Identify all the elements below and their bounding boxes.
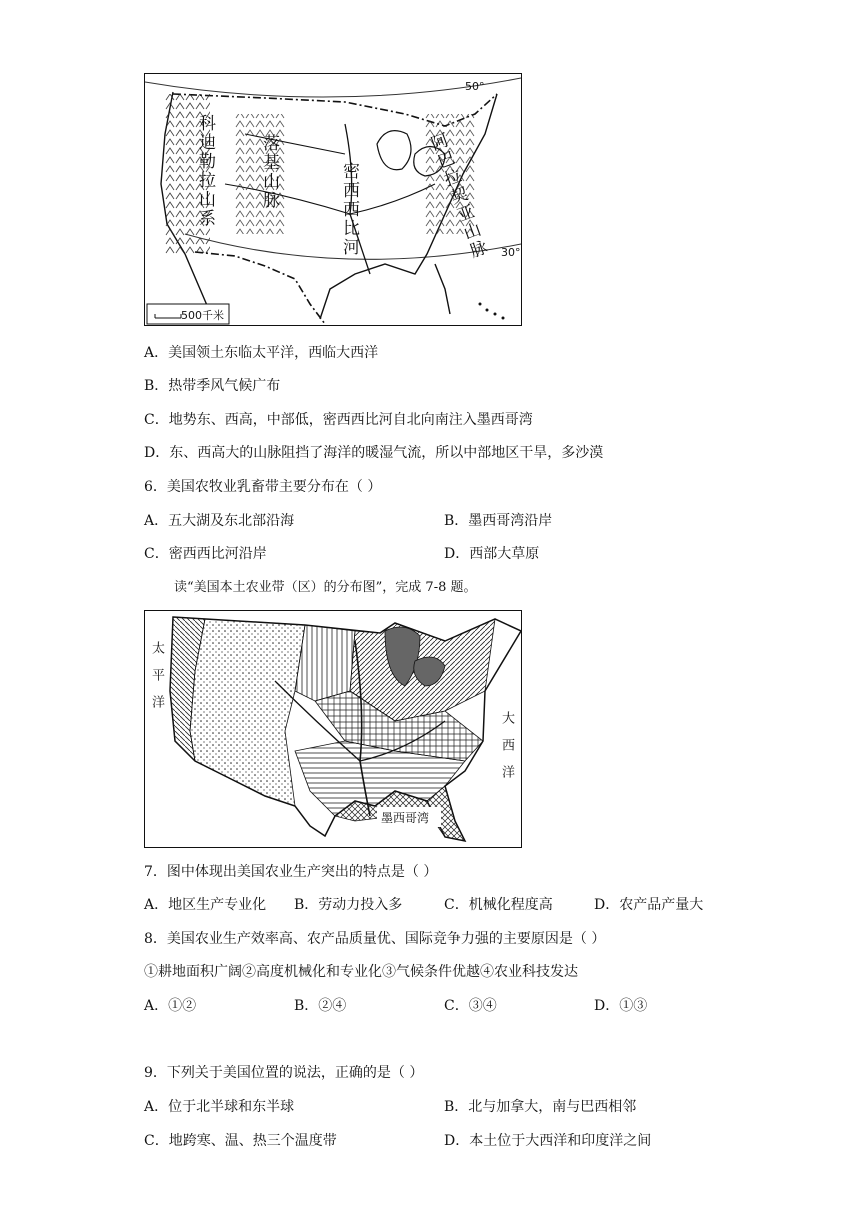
option-text: 本土位于大西洋和印度洋之间	[469, 1133, 652, 1149]
option-text: 五大湖及东北部沿海	[168, 513, 295, 529]
pacific-label: 太平洋	[149, 641, 164, 722]
q7-stem: 7．图中体现出美国农业生产突出的特点是（ ）	[144, 864, 438, 880]
option-letter: C．	[444, 897, 469, 913]
option-text: 北与加拿大，南与巴西相邻	[468, 1099, 637, 1115]
q6-option-c	[144, 544, 267, 564]
q5-option-c	[144, 410, 533, 430]
option-letter: C．	[144, 546, 169, 562]
q8-option-d	[594, 996, 647, 1016]
option-letter: B．	[444, 1099, 469, 1115]
q7-option-b	[294, 895, 402, 915]
option-letter: A．	[144, 345, 169, 361]
q5-option-d	[144, 443, 603, 463]
lat-30-label: 30°	[501, 246, 521, 259]
q5-option-b	[144, 376, 280, 396]
lat-50-label: 50°	[465, 80, 485, 93]
option-letter: D．	[444, 1133, 470, 1149]
q9-option-b	[444, 1097, 636, 1117]
q8-option-b	[294, 996, 346, 1016]
option-text: ①③	[619, 998, 648, 1014]
option-letter: B．	[294, 897, 319, 913]
q9-option-d	[444, 1131, 651, 1151]
option-text: 西部大草原	[469, 546, 540, 562]
q6-option-b	[444, 511, 552, 531]
usa-terrain-map	[144, 73, 522, 326]
option-text: 美国领土东临太平洋，西临大西洋	[168, 345, 379, 361]
option-letter: D．	[594, 998, 620, 1014]
q9-stem: 9．下列关于美国位置的说法，正确的是（ ）	[144, 1065, 424, 1081]
option-letter: A．	[144, 998, 169, 1014]
option-text: 东、西高大的山脉阻挡了海洋的暖湿气流，所以中部地区干旱，多沙漠	[169, 445, 604, 461]
option-letter: C．	[444, 998, 469, 1014]
q8-statements: ①耕地面积广阔②高度机械化和专业化③气候条件优越④农业科技发达	[144, 964, 578, 980]
cordillera-label: 科迪勒拉山系	[195, 114, 215, 228]
option-text: 墨西哥湾沿岸	[468, 513, 553, 529]
q6-option-a	[144, 511, 294, 531]
option-text: ①②	[168, 998, 197, 1014]
q9-option-a	[144, 1097, 294, 1117]
option-text: 地势东、西高，中部低，密西西比河自北向南注入墨西哥湾	[168, 412, 533, 428]
q7-option-c	[444, 895, 553, 915]
mississippi-river-label: 密西西比河	[339, 162, 359, 257]
option-letter: A．	[144, 1099, 169, 1115]
option-text: ③④	[468, 998, 497, 1014]
q8-stem: 8．美国农业生产效率高、农产品质量优、国际竞争力强的主要原因是（ ）	[144, 931, 606, 947]
q6-option-d	[444, 544, 539, 564]
option-letter: D．	[144, 445, 170, 461]
option-text: ②④	[318, 998, 347, 1014]
option-letter: C．	[144, 1133, 169, 1149]
option-letter: B．	[144, 378, 169, 394]
q8-option-a	[144, 996, 196, 1016]
q5-option-a	[144, 343, 378, 363]
option-letter: B．	[294, 998, 319, 1014]
option-letter: A．	[144, 513, 169, 529]
option-text: 机械化程度高	[468, 897, 553, 913]
q9-option-c	[144, 1131, 337, 1151]
option-letter: D．	[594, 897, 620, 913]
option-text: 密西西比河沿岸	[168, 546, 267, 562]
appalachian-label: 阿巴拉契亚山脉	[424, 130, 490, 263]
q7-option-a	[144, 895, 266, 915]
option-text: 地区生产专业化	[168, 897, 267, 913]
q8-option-c	[444, 996, 497, 1016]
option-letter: C．	[144, 412, 169, 428]
option-letter: B．	[444, 513, 469, 529]
scale-label: 500千米	[181, 309, 224, 322]
option-text: 劳动力投入多	[318, 897, 403, 913]
usa-agriculture-map-drawing	[145, 611, 521, 847]
reading-prompt: 读“美国本土农业带（区）的分布图”，完成 7-8 题。	[174, 580, 477, 595]
usa-agriculture-map	[144, 610, 522, 848]
q7-option-d	[594, 895, 703, 915]
option-letter: A．	[144, 897, 169, 913]
option-text: 位于北半球和东半球	[168, 1099, 295, 1115]
atlantic-label: 大西洋	[499, 711, 514, 792]
rocky-mountains-label: 落基山脉	[259, 134, 279, 210]
option-letter: D．	[444, 546, 470, 562]
gulf-of-mexico-label: 墨西哥湾	[381, 811, 430, 825]
option-text: 地跨寒、温、热三个温度带	[168, 1133, 337, 1149]
option-text: 农产品产量大	[619, 897, 704, 913]
q6-stem: 6．美国农牧业乳畜带主要分布在（ ）	[144, 479, 382, 495]
option-text: 热带季风气候广布	[168, 378, 281, 394]
